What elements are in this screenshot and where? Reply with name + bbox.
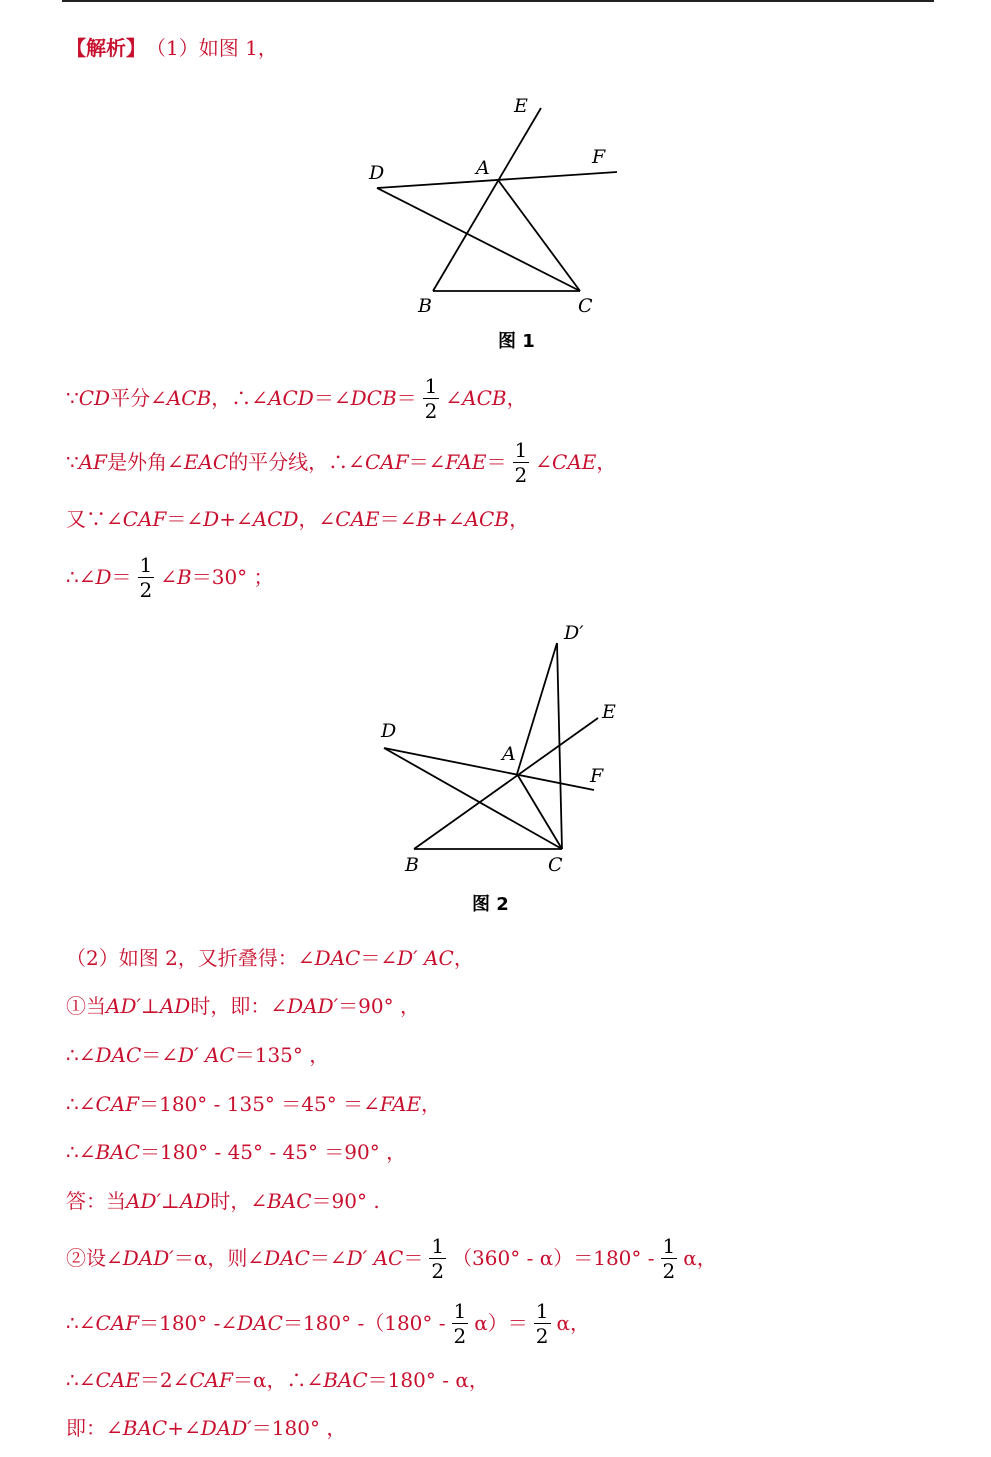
fraction-half: $\frac{1}{2}$ xyxy=(424,373,438,423)
part-1-intro: （1）如图 1， xyxy=(146,36,278,60)
label-D1: D xyxy=(369,162,385,184)
figure-2-caption: 图 2 xyxy=(472,894,509,915)
fraction-half: $\frac{1}{2}$ xyxy=(431,1233,445,1283)
step-line-7: ∴∠ DAC ＝∠ D′ AC ＝135° ， xyxy=(66,1043,330,1067)
label-C2: C xyxy=(548,854,563,876)
step-line-10: 答：当 AD′ ⊥ AD 时，∠ BAC ＝90° . xyxy=(66,1189,380,1213)
step-line-5: （2）如图 2，又折叠得：∠ DAC ＝∠ D′ AC ， xyxy=(66,946,474,970)
segment-AC2 xyxy=(517,774,562,849)
step-line-12: ∴∠ CAF ＝180° -∠ DAC ＝180° -（180° - $\frac{1}{2}$ α）＝ $\frac{1}{2}$ α， xyxy=(66,1298,591,1348)
label-C1: C xyxy=(578,295,593,317)
analysis-tag: 【解析】 xyxy=(66,36,146,60)
step-line-13: ∴∠ CAE ＝2∠ CAF ＝α，∴∠ BAC ＝180° - α， xyxy=(66,1368,489,1392)
label-B1: B xyxy=(418,295,432,317)
segment-AC xyxy=(498,180,580,291)
label-D2: D xyxy=(381,720,397,742)
label-D-prime: D′ xyxy=(564,622,584,644)
fraction-half: $\frac{1}{2}$ xyxy=(453,1298,467,1348)
step-line-3: 又∵∠ CAF ＝∠ D +∠ ACD ，∠ CAE ＝∠ B +∠ ACB ， xyxy=(66,507,530,531)
fraction-half: $\frac{1}{2}$ xyxy=(662,1233,676,1283)
fraction-half: $\frac{1}{2}$ xyxy=(514,437,528,487)
step-line-9: ∴∠ BAC ＝180° - 45° - 45° ＝90° ， xyxy=(66,1140,407,1164)
figure-1-labels xyxy=(368,95,606,317)
figure-1-caption: 图 1 xyxy=(498,331,535,352)
line-BE2 xyxy=(414,718,598,849)
label-A2: A xyxy=(502,743,516,765)
figure-1 xyxy=(377,108,617,291)
figure-2-labels xyxy=(380,622,616,876)
label-E2: E xyxy=(602,701,616,723)
label-A1: A xyxy=(476,157,490,179)
label-F1: F xyxy=(592,146,606,168)
step-line-14: 即：∠ BAC +∠ DAD′ ＝180° ， xyxy=(66,1416,347,1440)
step-line-1: ∵ CD 平分∠ ACB ，∴∠ ACD ＝∠ DCB ＝ $\frac{1}{2}$ ∠ ACB ， xyxy=(66,373,527,423)
step-line-11: ②设∠ DAD′ ＝α，则∠ DAC ＝∠ D′ AC ＝ $\frac{1}{2}$ （360° - α）＝180° - $\frac{1}{2}$ α， xyxy=(66,1233,717,1283)
label-F2: F xyxy=(590,765,604,787)
segment-AD-prime xyxy=(517,643,557,774)
step-line-4: ∴∠ D ＝ $\frac{1}{2}$ ∠ B ＝30° ； xyxy=(66,552,274,602)
line-DF xyxy=(377,172,617,188)
figure-2 xyxy=(384,643,598,849)
fraction-half: $\frac{1}{2}$ xyxy=(535,1298,549,1348)
label-E1: E xyxy=(514,95,528,117)
step-line-8: ∴∠ CAF ＝180° - 135° ＝45° ＝∠ FAE ， xyxy=(66,1092,442,1116)
fraction-half: $\frac{1}{2}$ xyxy=(139,552,153,602)
segment-DC xyxy=(377,188,580,291)
label-B2: B xyxy=(405,854,419,876)
line-DF2 xyxy=(384,748,594,790)
step-line-6: ①当 AD′ ⊥ AD 时，即：∠ DAD′ ＝90° ， xyxy=(66,994,420,1018)
step-line-2: ∵ AF 是外角∠ EAC 的平分线，∴∠ CAF ＝∠ FAE ＝ $\frac{1}{2}$ ∠ CAE ， xyxy=(66,437,617,487)
